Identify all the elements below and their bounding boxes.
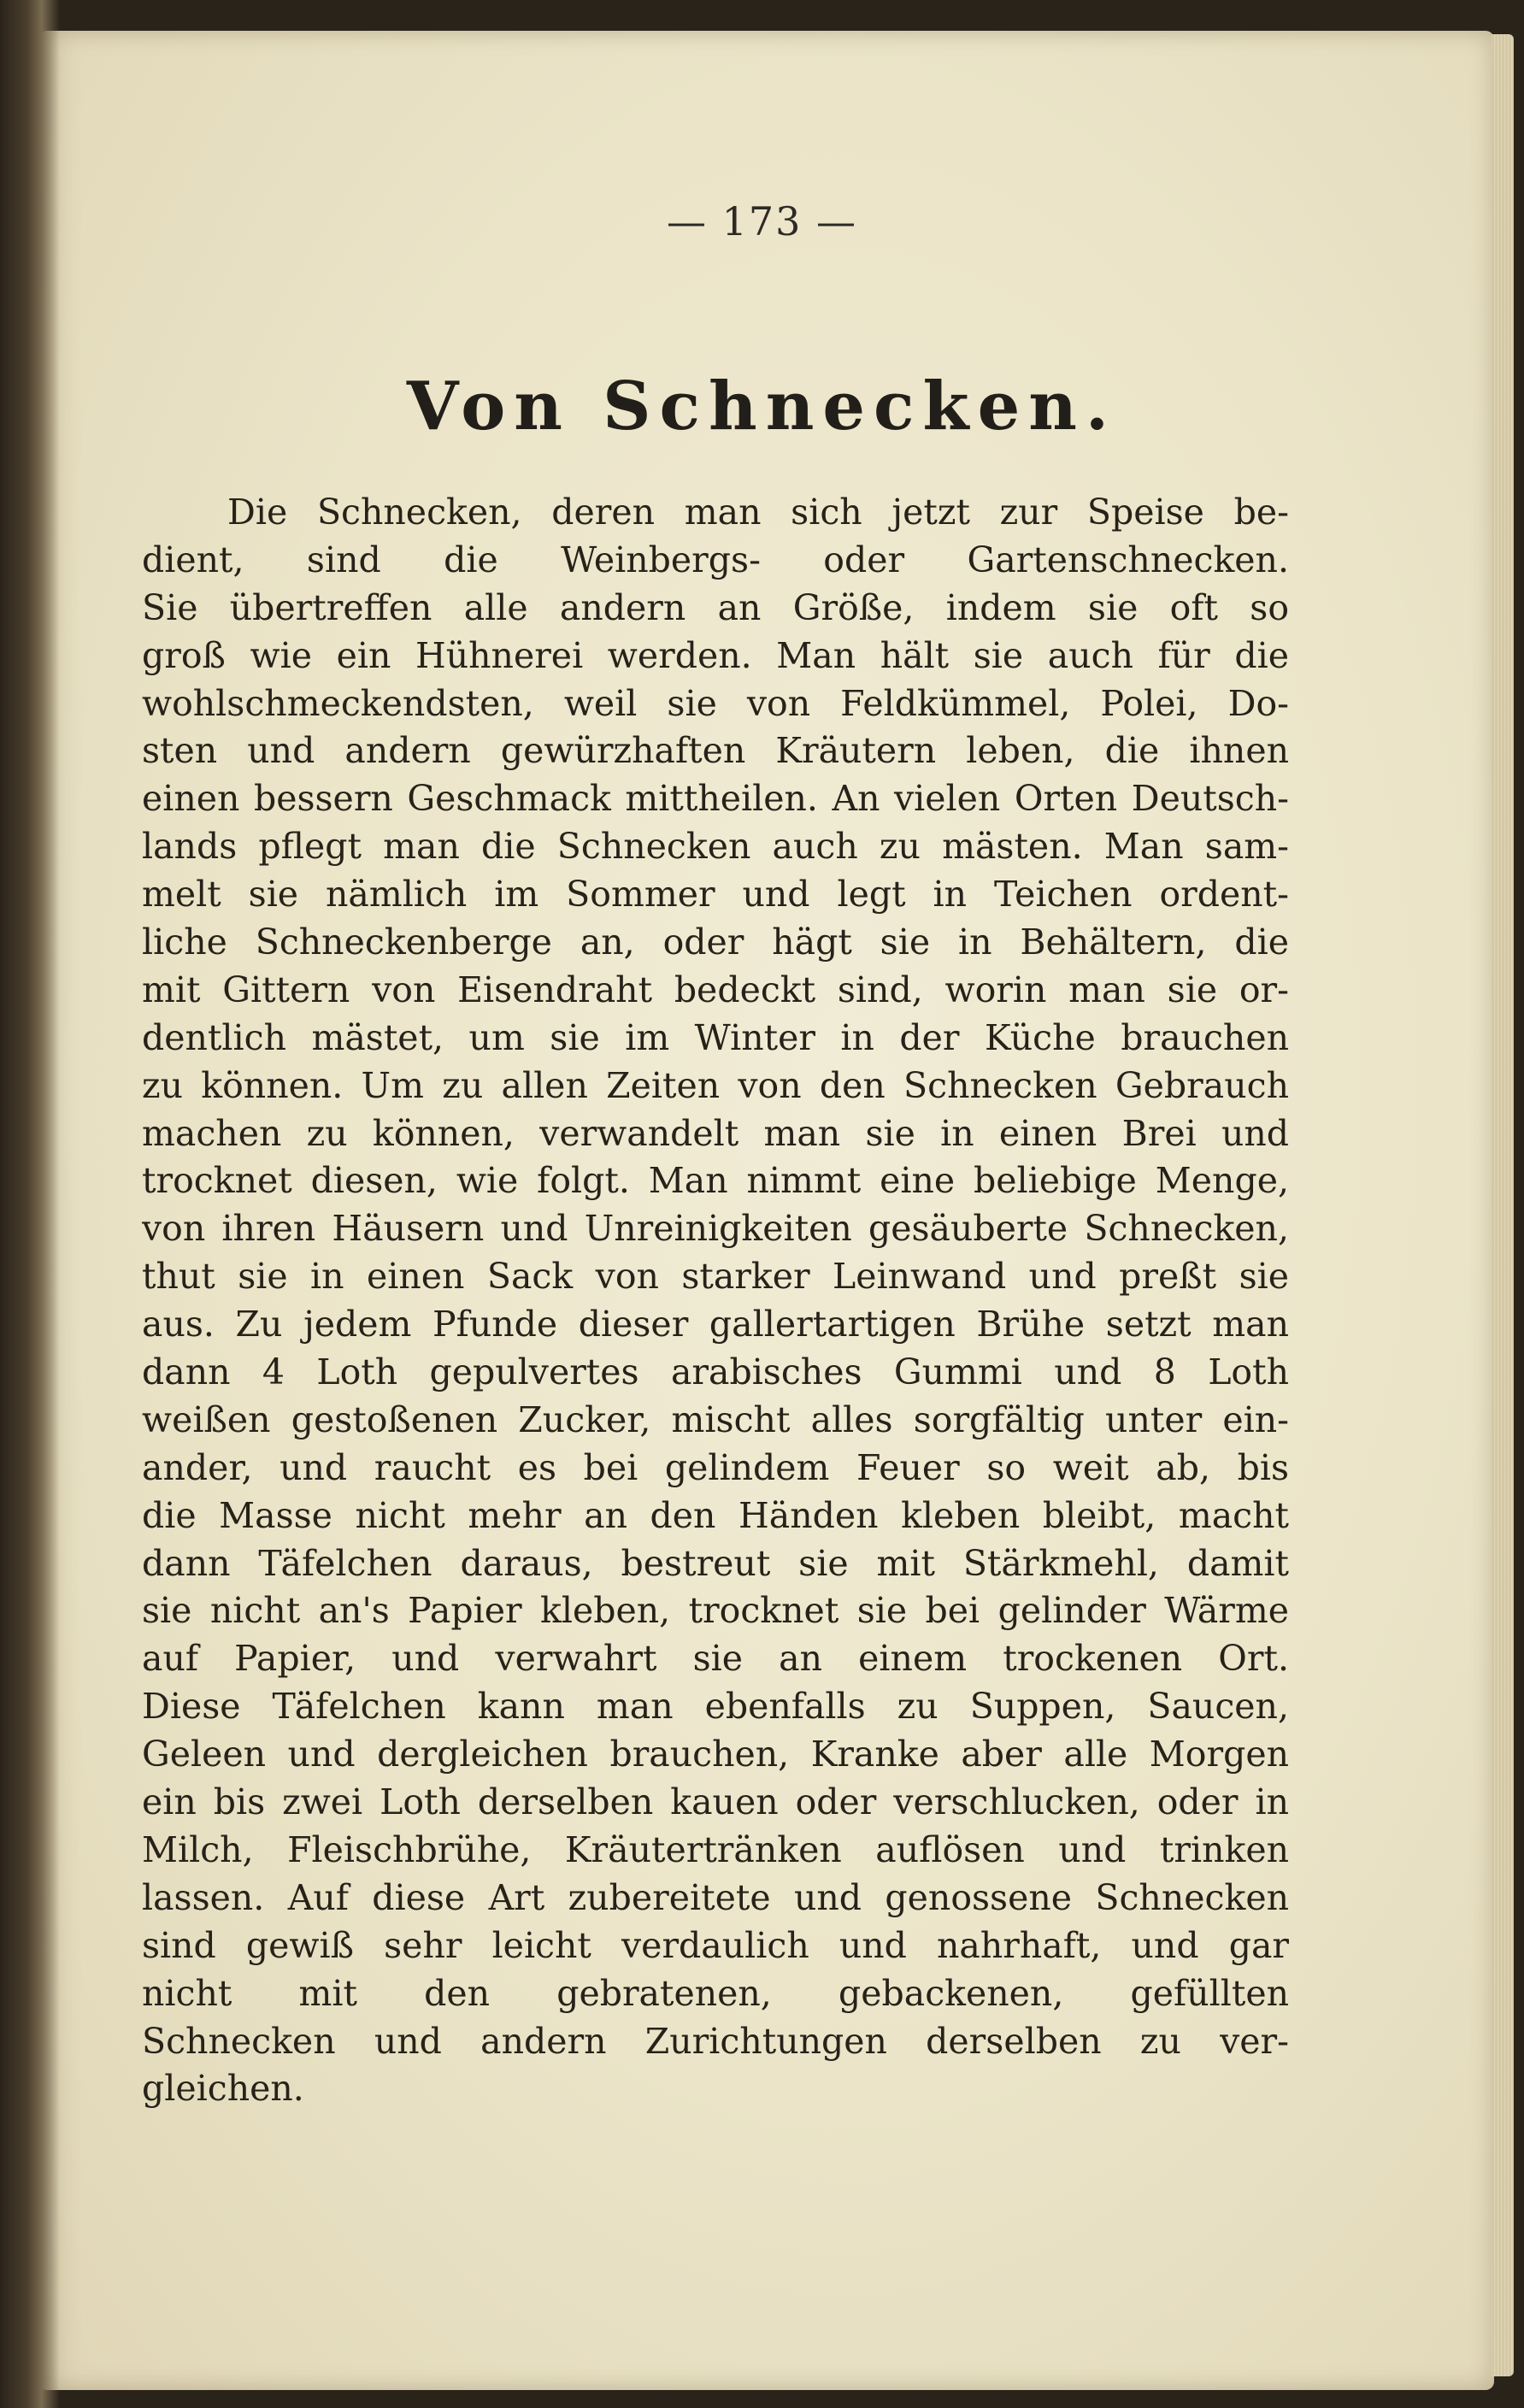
text-line: Milch, Fleischbrühe, Kräutertränken auflösen und trinken — [142, 1828, 1289, 1870]
text-line: dann 4 Loth gepulvertes arabisches Gummi und 8 Loth — [142, 1351, 1289, 1393]
chapter-title: Von Schnecken. — [406, 368, 1118, 445]
text-line: Schnecken und andern Zurichtungen derselben zu ver- — [142, 2020, 1289, 2062]
text-line: sind gewiß sehr leicht verdaulich und nahrhaft, und gar — [142, 1924, 1289, 1966]
text-line: trocknet diesen, wie folgt. Man nimmt eine beliebige Menge, — [142, 1160, 1289, 1202]
text-line: weißen gestoßenen Zucker, mischt alles sorgfältig unter ein- — [142, 1398, 1289, 1440]
text-line: ander, und raucht es bei gelindem Feuer so weit ab, bis — [142, 1446, 1289, 1488]
text-line: lassen. Auf diese Art zubereitete und genossene Schnecken — [142, 1876, 1289, 1918]
text-line: dient, sind die Weinbergs- oder Gartenschnecken. — [142, 539, 1289, 580]
text-line: gleichen. — [142, 2068, 304, 2110]
text-line: sten und andern gewürzhaften Kräutern leben, die ihnen — [142, 730, 1289, 772]
text-line: ein bis zwei Loth derselben kauen oder verschlucken, oder in — [142, 1781, 1289, 1823]
text-line: auf Papier, und verwahrt sie an einem trockenen Ort. — [142, 1638, 1289, 1680]
book-spine — [0, 0, 60, 2408]
text-line: die Masse nicht mehr an den Händen kleben bleibt, macht — [142, 1494, 1289, 1536]
text-line: aus. Zu jedem Pfunde dieser gallertartigen Brühe setzt man — [142, 1304, 1289, 1345]
text-line: melt sie nämlich im Sommer und legt in Teichen ordent- — [142, 874, 1289, 916]
text-line: liche Schneckenberge an, oder hägt sie in Behältern, die — [142, 921, 1289, 963]
text-line: von ihren Häusern und Unreinigkeiten gesäuberte Schnecken, — [142, 1208, 1289, 1250]
text-line: wohlschmeckendsten, weil sie von Feldkümmel, Polei, Do- — [142, 682, 1289, 724]
text-line: thut sie in einen Sack von starker Leinwand und preßt sie — [142, 1256, 1289, 1298]
text-line: Diese Täfelchen kann man ebenfalls zu Suppen, Saucen, — [142, 1686, 1289, 1728]
text-line: Die Schnecken, deren man sich jetzt zur Speise be- — [227, 492, 1289, 533]
text-line: dentlich mästet, um sie im Winter in der Küche brauchen — [142, 1016, 1289, 1058]
text-line: dann Täfelchen daraus, bestreut sie mit Stärkmehl, damit — [142, 1542, 1289, 1584]
text-line: mit Gittern von Eisendraht bedeckt sind, worin man sie or- — [142, 968, 1289, 1010]
text-line: Sie übertreffen alle andern an Größe, indem sie oft so — [142, 586, 1289, 628]
text-line: lands pflegt man die Schnecken auch zu mästen. Man sam- — [142, 826, 1289, 868]
text-line: sie nicht an's Papier kleben, trocknet sie bei gelinder Wärme — [142, 1590, 1289, 1632]
text-line: zu können. Um zu allen Zeiten von den Schnecken Gebrauch — [142, 1064, 1289, 1106]
text-line: groß wie ein Hühnerei werden. Man hält sie auch für die — [142, 634, 1289, 676]
text-line: einen bessern Geschmack mittheilen. An vielen Orten Deutsch- — [142, 778, 1289, 820]
text-line: nicht mit den gebratenen, gebackenen, gefüllten — [142, 1972, 1289, 2014]
body-text — [142, 489, 1289, 2113]
text-line: machen zu können, verwandelt man sie in einen Brei und — [142, 1112, 1289, 1154]
page-number: — 173 — — [666, 198, 858, 244]
text-line: Geleen und dergleichen brauchen, Kranke aber alle Morgen — [142, 1734, 1289, 1775]
